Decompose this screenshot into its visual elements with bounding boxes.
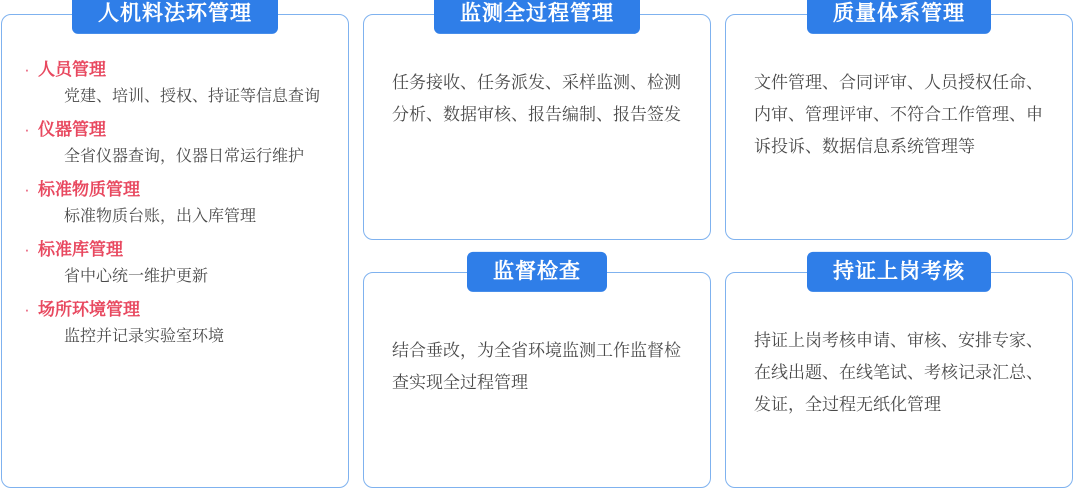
list-item-heading: [16, 57, 334, 83]
panel-supervision-inspection-body: 结合垂改，为全省环境监测工作监督检查实现全过程管理: [392, 341, 681, 392]
list-item-heading: [16, 237, 334, 263]
panel-people-management: [1, 1, 349, 488]
bullet-dot-icon: ·: [24, 60, 30, 79]
bullet-dot-icon: ·: [24, 120, 30, 139]
panel-supervision-inspection-title: 监督检查: [467, 252, 607, 292]
list-item-title: 人员管理: [38, 60, 106, 79]
list-item-heading: [16, 177, 334, 203]
list-item-description: 全省仪器查询，仪器日常运行维护: [64, 148, 305, 165]
list-item: [16, 117, 334, 171]
list-item-title: 标准库管理: [38, 240, 123, 259]
list-item: [16, 57, 334, 111]
bullet-dot-icon: ·: [24, 300, 30, 319]
people-management-list: [2, 15, 348, 351]
list-item: [16, 297, 334, 351]
panel-monitoring-process-management-title: 监测全过程管理: [434, 0, 640, 34]
panel-certified-employment-assessment-body: 持证上岗考核申请、审核、安排专家、在线出题、在线笔试、考核记录汇总、发证，全过程无纸化管理: [754, 331, 1043, 414]
panel-quality-system-management-body: 文件管理、合同评审、人员授权任命、内审、管理评审、不符合工作管理、申诉投诉、数据信息系统管理等: [754, 73, 1043, 156]
panel-monitoring-process-management-body: 任务接收、任务派发、采样监测、检测分析、数据审核、报告编制、报告签发: [392, 73, 681, 124]
list-item: [16, 237, 334, 291]
list-item-description: 省中心统一维护更新: [64, 268, 209, 285]
list-item: [16, 177, 334, 231]
list-item-description: 标准物质台账，出入库管理: [64, 208, 257, 225]
panel-quality-system-management: [725, 1, 1073, 240]
list-item-heading: [16, 117, 334, 143]
list-item-title: 场所环境管理: [38, 300, 140, 319]
list-item-description: 党建、培训、授权、持证等信息查询: [64, 88, 321, 105]
list-item-heading: [16, 297, 334, 323]
panel-quality-system-management-title: 质量体系管理: [807, 0, 991, 34]
list-item-title: 仪器管理: [38, 120, 106, 139]
bullet-dot-icon: ·: [24, 180, 30, 199]
panel-supervision-inspection: [363, 259, 711, 488]
list-item-title: 标准物质管理: [38, 180, 140, 199]
panel-monitoring-process-management: [363, 1, 711, 240]
bullet-dot-icon: ·: [24, 240, 30, 259]
panel-certified-employment-assessment: [725, 259, 1073, 488]
list-item-description: 监控并记录实验室环境: [64, 328, 225, 345]
panel-certified-employment-assessment-title: 持证上岗考核: [807, 252, 991, 292]
panel-people-management-title: 人机料法环管理: [72, 0, 278, 34]
